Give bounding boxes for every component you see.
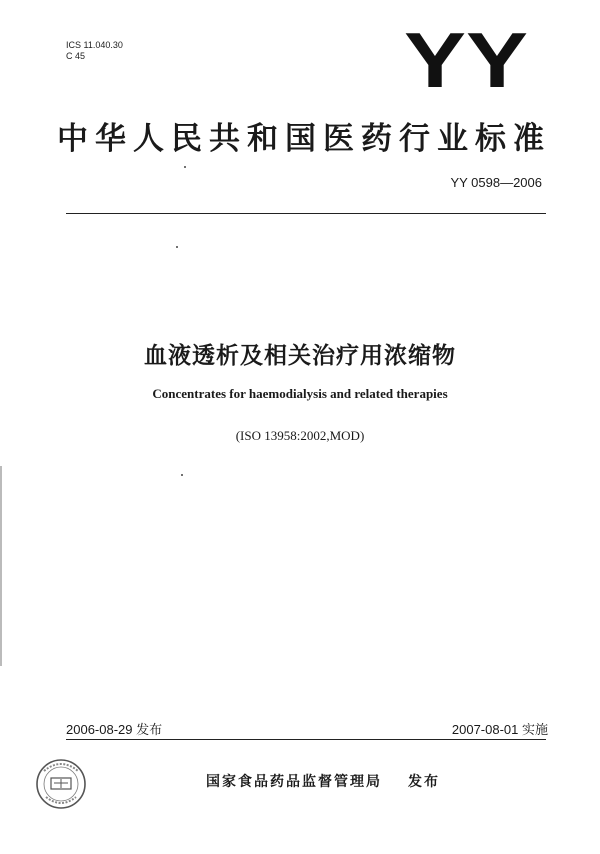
official-seal-icon [34, 757, 88, 811]
standard-number: YY 0598—2006 [450, 175, 542, 190]
implement-date: 2007-08-01 实施 [451, 722, 548, 737]
publish-date: 2006-08-29 发布 [66, 722, 163, 737]
authority-name: 国家食品药品监督管理局 [206, 774, 382, 790]
scan-speck [176, 246, 178, 248]
adoption-note: (ISO 13958:2002,MOD) [235, 428, 365, 443]
scan-speck [181, 474, 183, 476]
ics-code: ICS 11.040.30 [66, 40, 123, 50]
footer-divider [66, 739, 546, 740]
logo-text: YY [404, 30, 528, 88]
classification-codes [66, 40, 123, 62]
scan-edge-mark [0, 466, 2, 666]
issuing-authority [206, 771, 440, 791]
yy-logo [404, 30, 528, 88]
ccs-code: C 45 [66, 51, 86, 61]
header-divider [66, 213, 546, 214]
authority-action: 发布 [408, 774, 440, 790]
issuer-title: 中华人民共和国医药行业标准 [57, 121, 551, 157]
title-english: Concentrates for haemodialysis and related therapies [152, 386, 448, 401]
title-chinese: 血液透析及相关治疗用浓缩物 [144, 343, 456, 369]
scan-speck [184, 166, 186, 168]
